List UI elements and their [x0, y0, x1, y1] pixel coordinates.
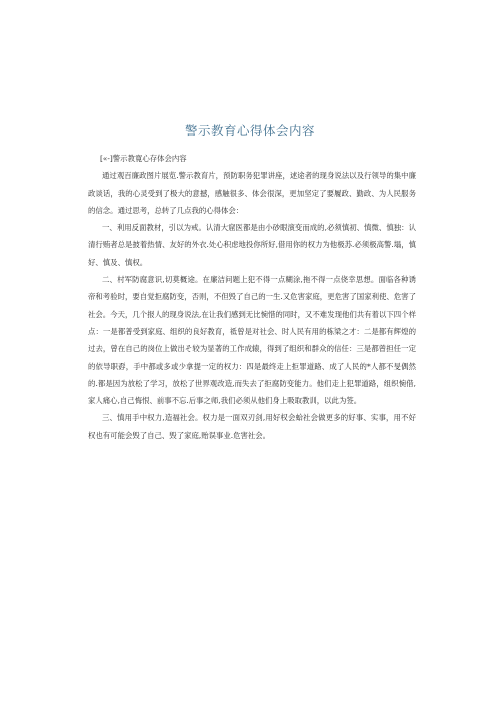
paragraph-intro: 通过观百廉政图片展览.警示教育片，预防职务犯罪讲座，逑途者的现身说法以及行领导的集中廉政谈话，我的心灵受到了极大的意撼，感触很多、体会很深，更加坚定了要履政、勤政、为人民服务的信念。通过思考，总转了几点我的心得体会： — [88, 171, 416, 215]
paragraph-point-one: 一、利用反面教材，引以为戒。认清大窟医都是由小砂眼演变而成的,必须慎初、慎微、慎独：认清行贿者总是披着热情、友好的外衣.处心积虑地投你所好,借用你的权力为他极苏.必须极高警.塌，慎好、慎及、慎权。 — [88, 223, 416, 267]
paragraph-point-two: 二、村军防腐意识,切莫概途。在廉洁问题上犯不得一点糊涂,拖不得一点侥幸思想。面临各种诱帝和考验时，要自觉拒腐防变，否则，不但毁了自己的一生.又危害家庭，更危害了国家利使、危害了社会。今天，几个报人的现身说法,在让我们感到无比惋惜的同时，又不难发现他们共有着以下四个样点：一是都普受到家庭、组织的良好教育，祗曾是对社会、时人民有用的栋梁之才：二是都有辉煌的过去，曾在自己的岗位上做出そ较为显著的工作成辕，得到了组织和群众的信任：三是都曾担任一定的依导职孬，手中都或多或少拿提一定的权力：四是最终走上拒罪道路、成了人民的*人都不旻偶然的.都是因为放松了学习，放松了世界观改造,而失去了拒腐防变能力。他们走上犯罪道路，组织惋借,家人痛心,自己悔恨、前事不忘.后事之师,我们必须从他们身上吸取教训，以此为签。 — [88, 275, 416, 406]
document-body — [88, 150, 416, 444]
paragraph-point-three: 三、慎用手中权力,造福社会。权力是一面双刃剑,用好权会蛤社会做更多的好事、实事，用不好权也有可能会毁了自己、毁了家庭,贻误事业.危害社会。 — [88, 413, 416, 440]
document-subtitle: [«-]警示教寛心存体会内容 — [100, 154, 187, 163]
document-title: 警示教育心得体会内容 — [184, 123, 315, 138]
